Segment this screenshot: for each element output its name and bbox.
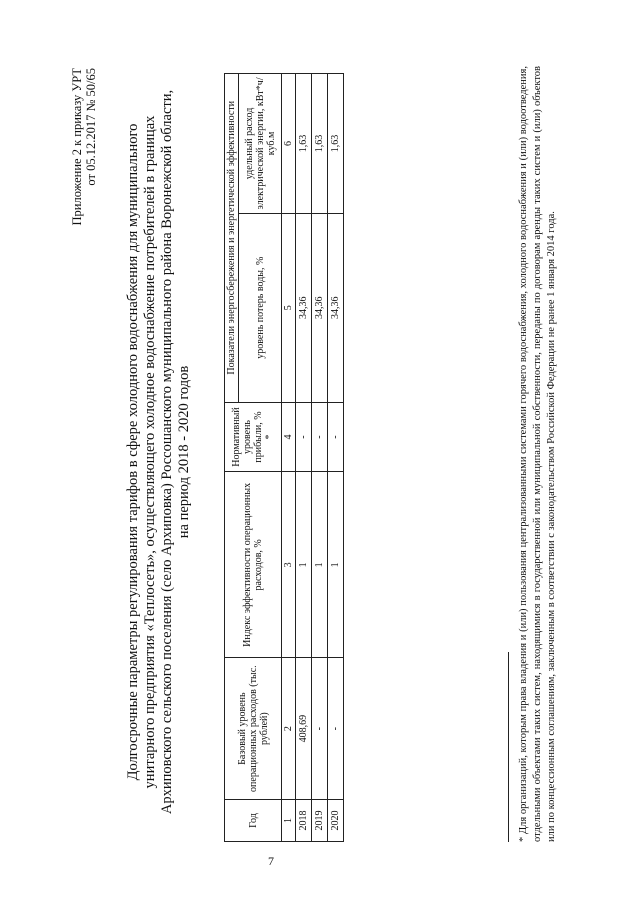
cell-specific-energy: 1,63	[296, 74, 312, 214]
cell-base-level: -	[312, 658, 328, 800]
cell-normative-profit: -	[296, 402, 312, 472]
table-row	[328, 74, 344, 842]
column-index: 3	[282, 472, 296, 658]
title-line-2: унитарного предприятия «Теплосеть», осуществляющего холодное водоснабжение потребителей в границах	[142, 115, 158, 789]
cell-water-loss: 34,36	[296, 213, 312, 402]
cell-water-loss: 34,36	[328, 213, 344, 402]
appendix-reference	[70, 68, 98, 226]
cell-normative-profit: -	[328, 402, 344, 472]
document-page	[30, 22, 610, 882]
parameters-table	[224, 73, 344, 842]
column-index: 5	[282, 213, 296, 402]
cell-base-level: -	[328, 658, 344, 800]
cell-specific-energy: 1,63	[312, 74, 328, 214]
table-row	[296, 74, 312, 842]
cell-water-loss: 34,36	[312, 213, 328, 402]
cell-efficiency-index: 1	[328, 472, 344, 658]
cell-normative-profit: -	[312, 402, 328, 472]
cell-year: 2018	[296, 800, 312, 842]
title-line-3: Архиповского сельского поселения (село Архиповка) Россошанского муниципального района Воронежской области,	[159, 89, 175, 815]
footnote-divider	[508, 652, 509, 842]
header-water-loss: уровень потерь воды, %	[239, 213, 282, 402]
header-specific-energy: удельный расход электрической энергии, кВт*ч/куб.м	[239, 74, 282, 214]
cell-efficiency-index: 1	[296, 472, 312, 658]
column-index: 1	[282, 800, 296, 842]
footnote-text: * Для организаций, которым права владения и (или) пользования централизованными системами горячего водоснабжения, холодного водоснабжения и (или) водоотведения, отдельными объектами таких систем, находящимися в государственной или муниципальной собственности, переданы по договорам аренды таких систем и (или) объектов или по концессионным соглашениям, заключенным в соответствии с законодательством Российской Федерации не ранее 1 января 2014 года.	[518, 66, 557, 842]
table-row	[312, 74, 328, 842]
header-normative-profit-label: Нормативный уровень прибыли, %	[231, 407, 264, 467]
header-efficiency-index: Индекс эффективности операционных расходов, %	[225, 472, 282, 658]
header-year: Год	[225, 800, 282, 842]
column-index: 4	[282, 402, 296, 472]
appendix-line-1: Приложение 2 к приказу УРТ	[70, 68, 84, 226]
header-energy-group: Показатели энергосбережения и энергетической эффективности	[225, 74, 239, 403]
column-index: 2	[282, 658, 296, 800]
title-line-1: Долгосрочные параметры регулирования тарифов в сфере холодного водоснабжения для муниципального	[125, 123, 141, 781]
header-normative-profit	[225, 402, 282, 472]
page-number: 7	[268, 854, 274, 868]
cell-year: 2020	[328, 800, 344, 842]
footnote-mark: *	[264, 434, 275, 440]
appendix-line-2: от 05.12.2017 № 50/65	[84, 68, 98, 186]
cell-year: 2019	[312, 800, 328, 842]
header-base-level: Базовый уровень операционных расходов (тыс. рублей)	[225, 658, 282, 800]
cell-efficiency-index: 1	[312, 472, 328, 658]
cell-specific-energy: 1,63	[328, 74, 344, 214]
column-index-row	[282, 74, 296, 842]
column-index: 6	[282, 74, 296, 214]
title-line-4: на период 2018 - 2020 годов	[176, 365, 192, 539]
cell-base-level: 408,69	[296, 658, 312, 800]
document-title	[125, 62, 193, 842]
